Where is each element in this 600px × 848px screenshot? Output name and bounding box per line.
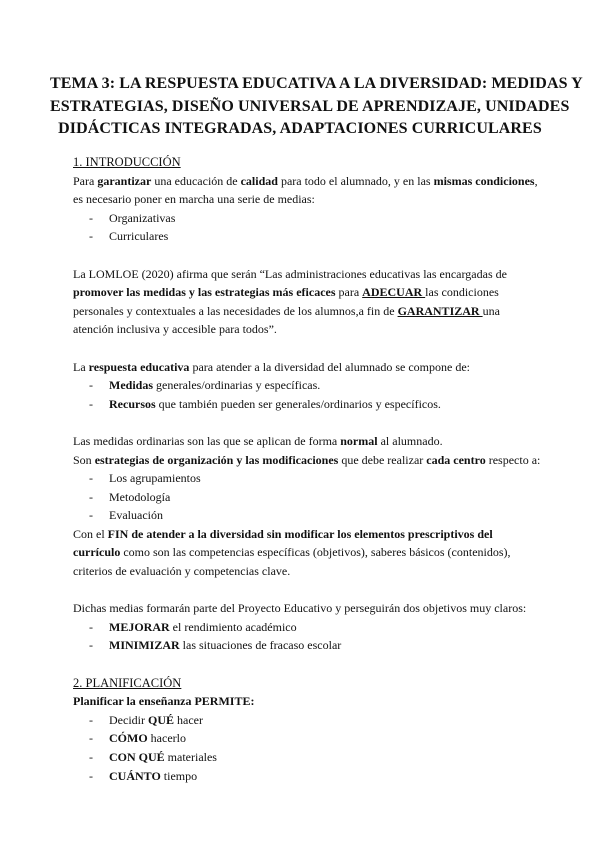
list-item: - Organizativas [73,209,543,228]
paragraph-line: es necesario poner en marcha una serie de medias: [73,192,315,207]
list-item: - CUÁNTO tiempo [73,767,543,786]
document-title [50,73,583,141]
paragraph-line: promover las medidas y las estrategias más eficaces para ADECUAR las condiciones [73,285,499,300]
dash-bullet: - [89,731,93,746]
list-item: - CÓMO hacerlo [73,729,543,748]
document-body [73,153,543,785]
dash-bullet: - [89,712,93,727]
title-line-3: DIDÁCTICAS INTEGRADAS, ADAPTACIONES CURRICULARES [58,120,542,137]
list-item: - MINIMIZAR las situaciones de fracaso escolar [73,636,543,655]
list-item: - MEJORAR el rendimiento académico [73,618,543,637]
dash-bullet: - [89,619,93,634]
list-item: - Medidas generales/ordinarias y específicas. [73,376,543,395]
paragraph-line: Son estrategias de organización y las modificaciones que debe realizar cada centro respecto a: [73,452,541,467]
dash-bullet: - [89,489,93,504]
paragraph-line: Con el FIN de atender a la diversidad sin modificar los elementos prescriptivos del [73,526,493,541]
list-item: - Metodología [73,488,543,507]
dash-bullet: - [89,508,93,523]
paragraph-line: criterios de evaluación y competencias clave. [73,564,291,579]
paragraph-line: La respuesta educativa para atender a la diversidad del alumnado se compone de: [73,359,470,374]
dash-bullet: - [89,750,93,764]
list-item: - Recursos que también pueden ser generales/ordinarios y específicos. [73,395,543,414]
title-line-2: ESTRATEGIAS, DISEÑO UNIVERSAL DE APRENDIZAJE, UNIDADES [50,97,570,115]
list-item: - CON QUÉ materiales [73,748,543,767]
dash-bullet: - [89,471,93,486]
paragraph-line: personales y contextuales a las necesidades de los alumnos,a fin de GARANTIZAR una [73,303,500,318]
list-item: - Los agrupamientos [73,469,543,488]
paragraph-line: Las medidas ordinarias son las que se aplican de forma normal al alumnado. [73,433,443,448]
dash-bullet: - [89,638,93,653]
paragraph-line: currículo como son las competencias específicas (objetivos), saberes básicos (contenidos), [73,545,511,560]
paragraph-line: Para garantizar una educación de calidad para todo el alumnado, y en las mismas condiciones, [73,173,538,188]
section-heading-introduccion: 1. INTRODUCCIÓN [73,155,181,169]
dash-bullet: - [89,378,93,393]
paragraph-line: atención inclusiva y accesible para todos”. [73,322,277,337]
dash-bullet: - [89,768,93,783]
title-line-1: TEMA 3: LA RESPUESTA EDUCATIVA A LA DIVERSIDAD: MEDIDAS Y [50,75,583,92]
dash-bullet: - [89,396,93,411]
dash-bullet: - [89,210,93,225]
list-item: - Evaluación [73,506,543,525]
section-heading-planificacion: 2. PLANIFICACIÓN [73,675,182,690]
paragraph-line: Dichas medias formarán parte del Proyecto Educativo y perseguirán dos objetivos muy claros: [73,601,527,616]
dash-bullet: - [89,229,93,244]
list-item: - Decidir QUÉ hacer [73,711,543,730]
paragraph-line: La LOMLOE (2020) afirma que serán “Las administraciones educativas las encargadas de [73,266,507,281]
paragraph-line: Planificar la enseñanza PERMITE: [73,694,255,709]
list-item: - Curriculares [73,227,543,246]
